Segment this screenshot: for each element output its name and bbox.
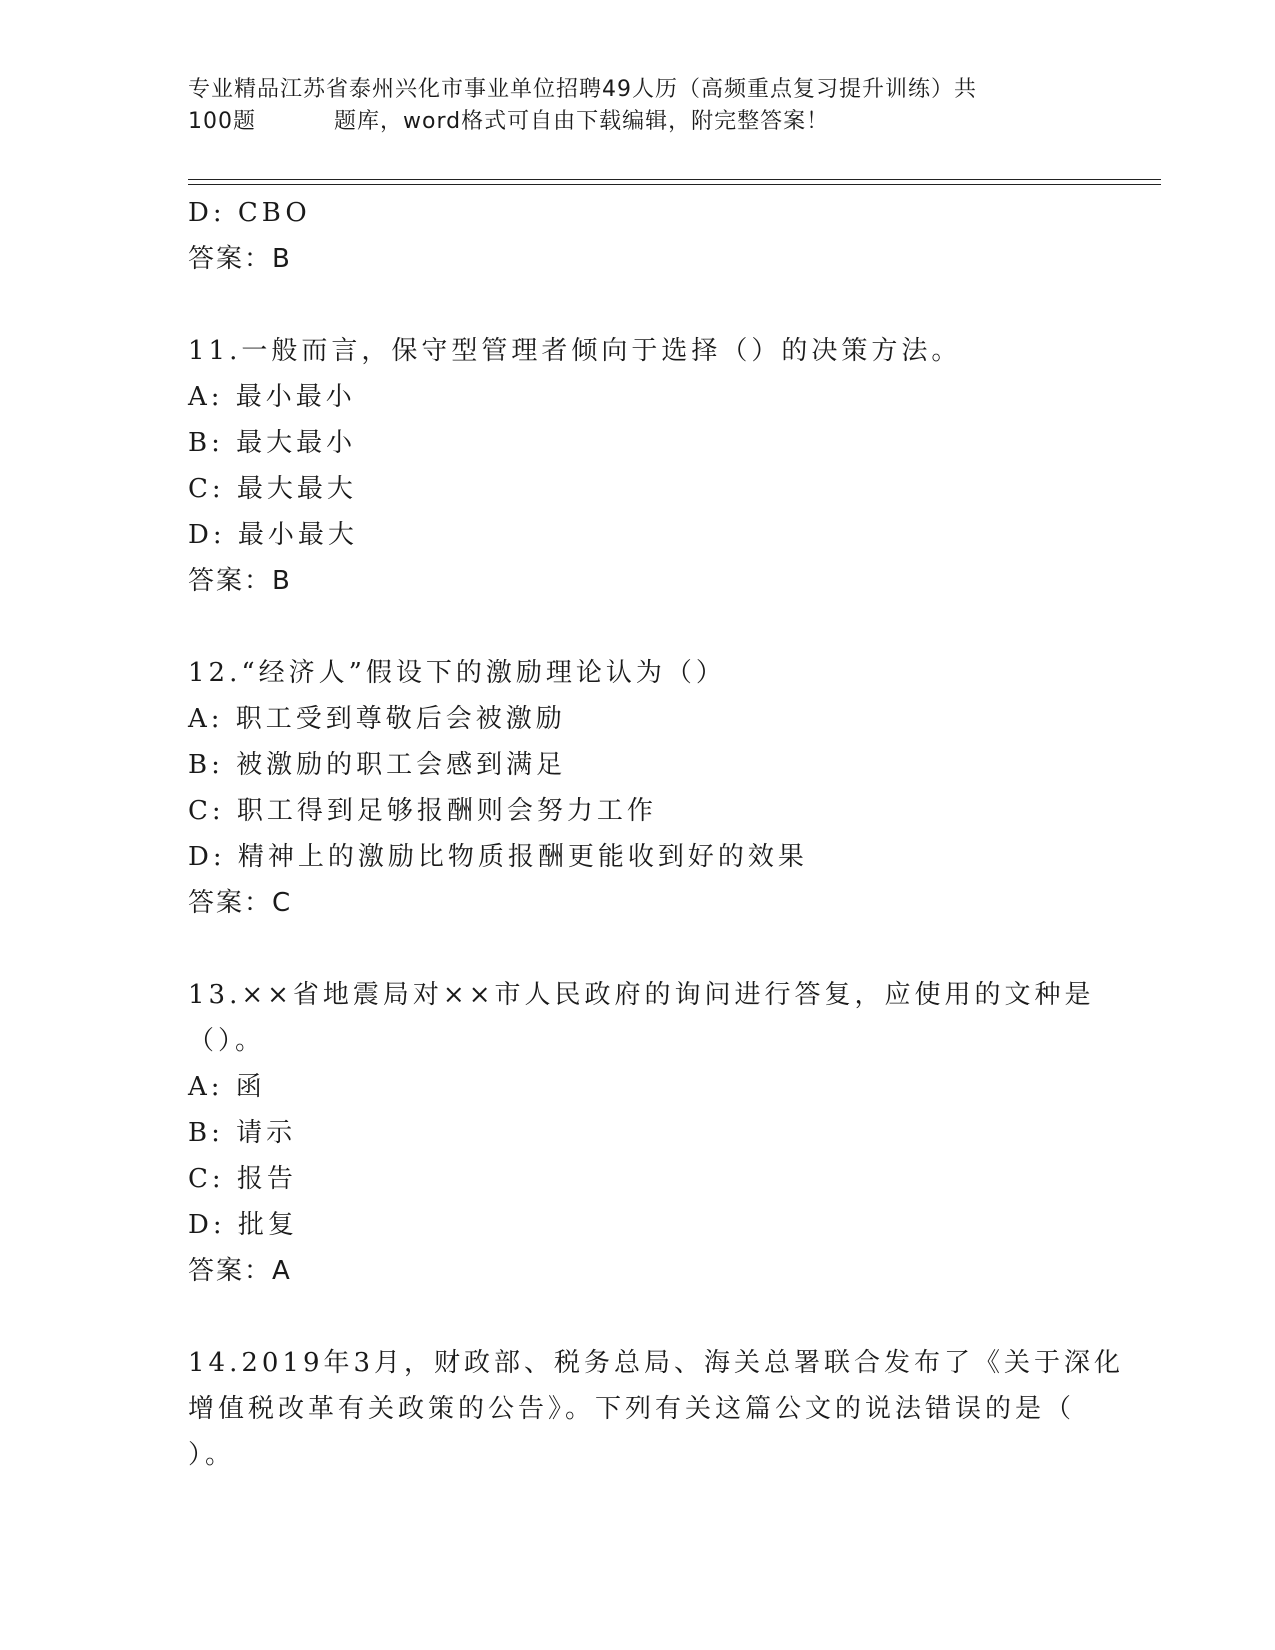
option-b: B: 被激励的职工会感到满足: [188, 750, 567, 780]
question-stem-line-3: ）。: [188, 1440, 236, 1470]
question-list: [188, 190, 1125, 1478]
option-b: B: 请示: [188, 1118, 297, 1148]
answer-line: 答案：A: [188, 1256, 292, 1286]
header-rule-bottom: [188, 184, 1161, 185]
header-line-1: 专业精品江苏省泰州兴化市事业单位招聘49人历（高频重点复习提升训练）共: [188, 77, 977, 102]
answer-line: 答案：B: [188, 566, 292, 596]
option-d: D: 批复: [188, 1210, 298, 1240]
option-d: D: 最小最大: [188, 520, 358, 550]
question-12: [188, 650, 1088, 926]
answer-line: 答案：C: [188, 888, 293, 918]
question-stem-line-1: 13.××省地震局对××市人民政府的询问进行答复，应使用的文种是: [188, 980, 1095, 1010]
answer-line: 答案：B: [188, 244, 292, 274]
option-a: A: 最小最小: [188, 382, 356, 412]
question-11: [188, 328, 1088, 604]
option-b: B: 最大最小: [188, 428, 357, 458]
previous-question-tail: [188, 190, 1088, 282]
option-c: C: 最大最大: [188, 474, 357, 504]
question-stem-line-2: （）。: [188, 1026, 266, 1056]
option-a: A: 函: [188, 1072, 266, 1102]
option-a: A: 职工受到尊敬后会被激励: [188, 704, 566, 734]
option-c: C: 报告: [188, 1164, 297, 1194]
header-line-2: [188, 106, 1068, 138]
header-rule-top: [188, 179, 1161, 180]
option-c: C: 职工得到足够报酬则会努力工作: [188, 796, 657, 826]
option-d: D: CBO: [188, 198, 311, 228]
document-header: [188, 74, 1068, 138]
question-13: [188, 972, 1095, 1294]
option-d: D: 精神上的激励比物质报酬更能收到好的效果: [188, 842, 808, 872]
question-14: [188, 1340, 1125, 1478]
header-description: 题库，word格式可自由下载编辑，附完整答案！: [334, 109, 830, 134]
header-count: 100题: [188, 109, 256, 134]
question-stem: 12.“经济人”假设下的激励理论认为（）: [188, 658, 726, 688]
question-stem-line-2: 增值税改革有关政策的公告》。下列有关这篇公文的说法错误的是（: [188, 1394, 1076, 1424]
question-stem-line-1: 14.2019年3月，财政部、税务总局、海关总署联合发布了《关于深化: [188, 1348, 1125, 1378]
question-stem: 11.一般而言，保守型管理者倾向于选择（）的决策方法。: [188, 336, 962, 366]
